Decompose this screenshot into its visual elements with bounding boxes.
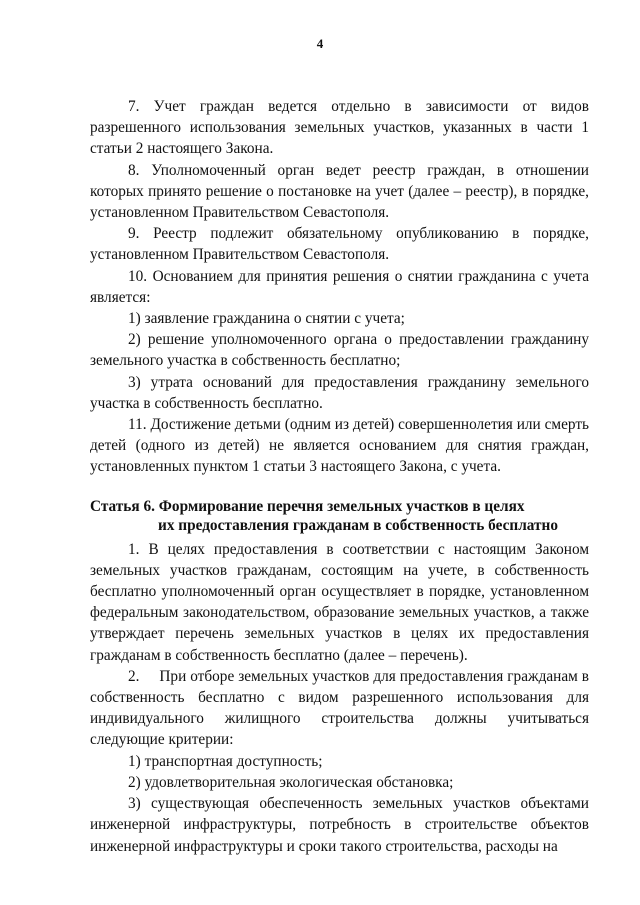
article-6-heading (90, 497, 589, 535)
article-6-title-line-1: Статья 6. Формирование перечня земельных участков в целях (90, 497, 525, 515)
article-6-paragraph-1: 1. В целях предоставления в соответствии с настоящим Законом земельных участков гражданам, состоящим на учете, в собственность бесплатно уполномоченный орган осуществляет в порядке, установленном федеральным законодательством, образование земельных участков, а также утверждает перечень земельных участков в целях их предоставления гражданам в собственность бесплатно (далее – перечень). (90, 540, 589, 664)
criterion-2: 2) удовлетворительная экологическая обстановка; (128, 773, 454, 791)
criterion-3: 3) существующая обеспеченность земельных участков объектами инженерной инфраструктуры, потребность в строительстве объектов инженерной инфраструктуры и сроки такого строительства, расходы на (90, 795, 589, 855)
article-6-title-line-2: их предоставления гражданам в собственность бесплатно (158, 516, 559, 534)
paragraph-10-item-2: 2) решение уполномоченного органа о предоставлении гражданину земельного участка в собственность бесплатно; (90, 331, 589, 370)
paragraph-7: 7. Учет граждан ведется отдельно в зависимости от видов разрешенного использования земельных участков, указанных в части 1 статьи 2 настоящего Закона. (90, 98, 589, 158)
paragraph-9: 9. Реестр подлежит обязательному опубликованию в порядке, установленном Правительством Севастополя. (90, 225, 589, 264)
paragraph-11: 11. Достижение детьми (одним из детей) совершеннолетия или смерть детей (одного из детей) не является основанием для снятия граждан, установленных пунктом 1 статьи 3 настоящего Закона, с учета. (90, 416, 589, 476)
paragraph-8: 8. Уполномоченный орган ведет реестр граждан, в отношении которых принято решение о постановке на учет (далее – реестр), в порядке, установленном Правительством Севастополя. (90, 161, 589, 222)
paragraph-10-item-3: 3) утрата оснований для предоставления гражданину земельного участка в собственность бесплатно. (90, 373, 589, 412)
article-6-paragraph-2: 2. При отборе земельных участков для предоставления гражданам в собственность бесплатно с видом разрешенного использования для индивидуального жилищного строительства должны учитываться следующие критерии: (90, 667, 589, 749)
criterion-1: 1) транспортная доступность; (128, 752, 323, 770)
document-body (90, 96, 589, 857)
paragraph-10-item-1: 1) заявление гражданина о снятии с учета; (128, 310, 405, 328)
page-number: 4 (316, 36, 324, 51)
paragraph-10: 10. Основанием для принятия решения о снятии гражданина с учета является: (90, 267, 589, 306)
